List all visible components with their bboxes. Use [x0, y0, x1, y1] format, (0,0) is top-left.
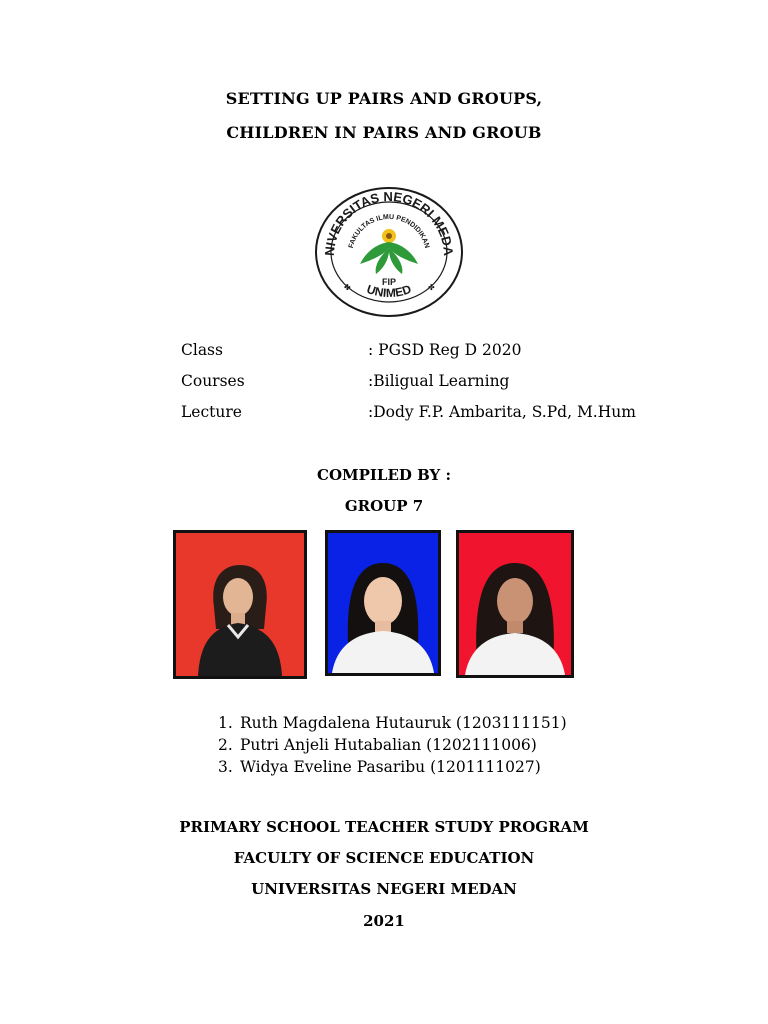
- group-heading: GROUP 7: [344, 497, 424, 515]
- logo-bottom-text: UNIMED: [364, 281, 414, 301]
- info-label-class: Class: [181, 341, 223, 359]
- info-label-courses: Courses: [181, 372, 245, 390]
- logo-abbr: FIP: [381, 277, 397, 287]
- document-title-line-2: CHILDREN IN PAIRS AND GROUB: [226, 123, 542, 142]
- member-name: Widya Eveline Pasaribu (1201111027): [240, 758, 541, 776]
- university-name: UNIVERSITAS NEGERI MEDAN: [251, 880, 517, 898]
- document-title-line-1: SETTING UP PAIRS AND GROUPS,: [225, 89, 543, 108]
- info-value-courses: :Biligual Learning: [368, 372, 510, 390]
- compiled-by-heading: COMPILED BY :: [317, 466, 451, 484]
- unimed-logo: [314, 186, 464, 318]
- info-value-class: : PGSD Reg D 2020: [368, 341, 522, 359]
- logo-inner-text: FAKULTAS ILMU PENDIDIKAN: [347, 213, 431, 250]
- list-item: 1. Ruth Magdalena Hutauruk (1203111151): [218, 714, 567, 732]
- info-label-lecture: Lecture: [181, 403, 242, 421]
- list-item: 3. Widya Eveline Pasaribu (1201111027): [218, 758, 541, 776]
- member-photo-2: [325, 530, 441, 676]
- member-name: Ruth Magdalena Hutauruk (1203111151): [240, 714, 567, 732]
- year: 2021: [363, 912, 405, 930]
- faculty-name: FACULTY OF SCIENCE EDUCATION: [233, 849, 535, 867]
- logo-top-text: NIVERSITAS NEGERI MEDA: [321, 188, 457, 257]
- list-item: 2. Putri Anjeli Hutabalian (1202111006): [218, 736, 537, 754]
- member-name: Putri Anjeli Hutabalian (1202111006): [240, 736, 537, 754]
- svg-text:✤: ✤: [344, 283, 351, 292]
- member-photo-3: [456, 530, 574, 678]
- study-program: PRIMARY SCHOOL TEACHER STUDY PROGRAM: [179, 818, 589, 836]
- info-value-lecture: :Dody F.P. Ambarita, S.Pd, M.Hum: [368, 403, 636, 421]
- svg-text:✤: ✤: [428, 283, 435, 292]
- member-list: [218, 712, 567, 778]
- member-photo-1: [173, 530, 307, 679]
